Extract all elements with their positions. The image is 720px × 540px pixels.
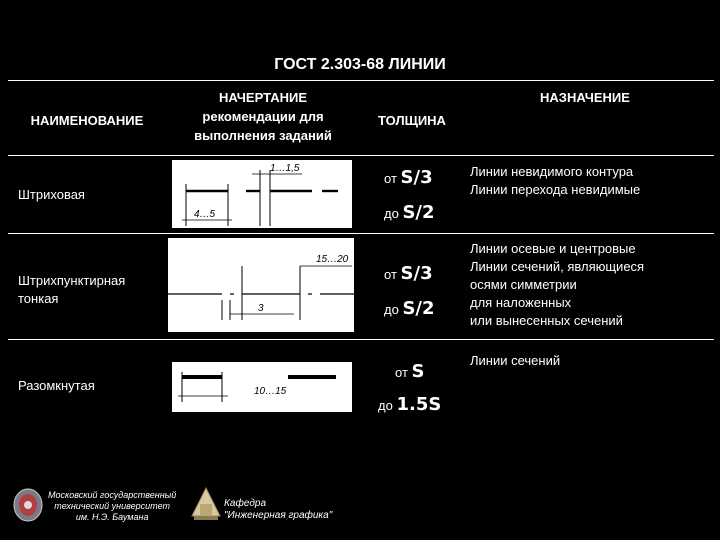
divider-header	[8, 155, 714, 156]
row-2-name: Штрихпунктирная тонкая	[18, 273, 126, 306]
row-2-thickness-to: до S/2	[384, 298, 435, 319]
row-1-drawing	[172, 160, 352, 228]
row-3-purpose: Линии сечений	[470, 353, 561, 368]
divider-row-1	[8, 233, 714, 234]
row-1-thickness-to: до S/2	[384, 202, 435, 223]
row-2-dim-dash: 15…20	[316, 254, 349, 265]
row-1-thickness-from: от S/3	[384, 167, 433, 188]
header-drawing-line-2: рекомендации для	[202, 109, 324, 124]
row-1-dim-dash: 4…5	[194, 209, 216, 220]
row-2-dim-gap: 3	[258, 303, 264, 314]
row-1-purpose: Линии невидимого контура Линии перехода невидимые	[470, 164, 641, 197]
header-drawing-line-3: выполнения заданий	[194, 128, 332, 143]
row-3-name: Разомкнутая	[18, 378, 95, 393]
header-thickness: ТОЛЩИНА	[378, 113, 446, 128]
department-name: Кафедра "Инженерная графика"	[224, 498, 333, 521]
row-3-thickness-to: до 1.5S	[378, 394, 442, 415]
university-emblem-icon	[12, 488, 44, 522]
row-2-drawing	[168, 238, 354, 332]
header-name: НАИМЕНОВАНИЕ	[30, 113, 144, 128]
university-name: Московский государственный технический университет им. Н.Э. Баумана	[48, 490, 177, 522]
page-title: ГОСТ 2.303-68 ЛИНИИ	[274, 56, 446, 73]
row-2-purpose: Линии осевые и центровые Линии сечений, являющиеся осями симметрии для наложенных или вынесенных сечений	[470, 241, 645, 328]
row-1-name: Штриховая	[18, 187, 85, 202]
header-drawing	[168, 88, 358, 145]
header-purpose: НАЗНАЧЕНИЕ	[540, 90, 630, 105]
row-2-thickness-from: от S/3	[384, 263, 433, 284]
divider-top	[8, 80, 714, 81]
row-1-dim-gap: 1…1,5	[270, 163, 300, 174]
row-3-thickness-from: от S	[395, 361, 425, 382]
header-drawing-line-1: НАЧЕРТАНИЕ	[218, 90, 307, 105]
divider-row-2	[8, 339, 714, 340]
row-3-dim-stroke: 10…15	[254, 386, 287, 397]
department-emblem-icon	[190, 486, 222, 522]
row-3-drawing	[172, 362, 352, 412]
